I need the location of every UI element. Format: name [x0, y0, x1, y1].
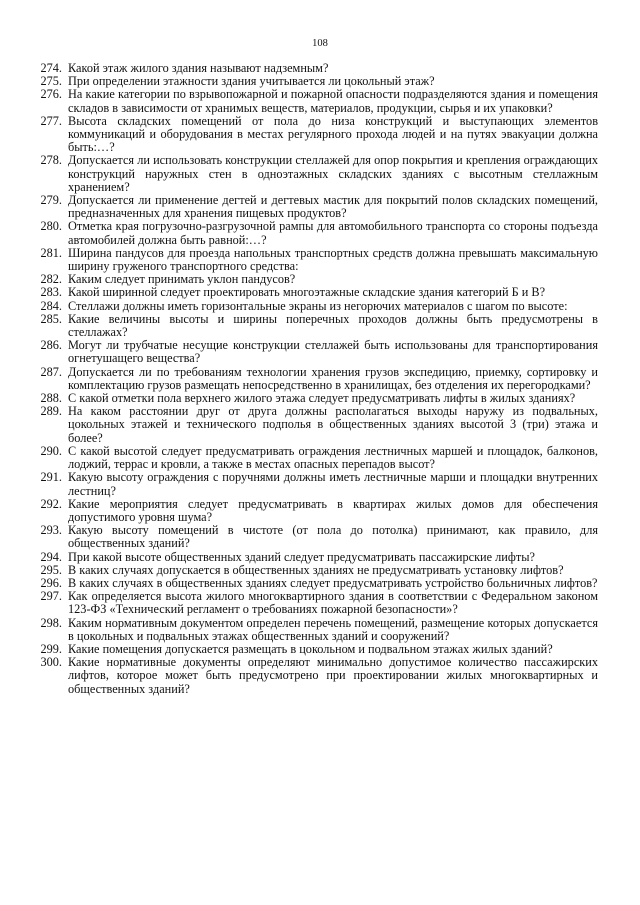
question-text: Допускается ли по требованиям технологии хранения грузов экспедицию, приемку, сортировку и комплектацию грузов размещать непосредственно в хранилищах, без отделения их перегородками?: [68, 364, 598, 392]
question-text: На каком расстоянии друг от друга должны располагаться выходы наружу из подвальных, цокольных этажей и технического подполья в общественных зданиях высотой 3 (три) этажа и более?: [68, 404, 598, 445]
question-item: [38, 286, 598, 299]
question-text: Высота складских помещений от пола до низа конструкций и выступающих элементов коммуникаций и оборудования в местах регулярного прохода людей и на путях эвакуации должна быть:…?: [68, 113, 598, 155]
question-text: Ширина пандусов для проезда напольных транспортных средств должна превышать максимальную ширину груженого транспортного средства:: [68, 245, 598, 274]
page-number: 108: [312, 38, 328, 49]
question-item: [38, 498, 598, 524]
question-text: Какую высоту помещений в чистоте (от пола до потолка) принимают, как правило, для общественных зданий?: [68, 523, 598, 551]
question-text: В каких случаях допускается в общественных зданиях не предусматривать установку лифтов?: [68, 562, 564, 577]
question-number: 287.: [40, 364, 62, 379]
question-item: [38, 524, 598, 550]
question-number: 275.: [40, 74, 62, 89]
question-number: 293.: [40, 523, 62, 538]
question-number: 291.: [40, 470, 62, 485]
question-item: [38, 366, 598, 392]
question-item: [38, 115, 598, 155]
question-item: [38, 445, 598, 471]
question-number: 279.: [40, 193, 62, 208]
question-text: Каким следует принимать уклон пандусов?: [68, 272, 296, 287]
question-text: Отметка края погрузочно-разгрузочной рампы для автомобильного транспорта со стороны подъезда автомобилей должна быть равной:…?: [68, 219, 598, 247]
question-text: С какой высотой следует предусматривать ограждения лестничных маршей и площадок, балконов, лоджий, террас и кровли, а также в местах опасных перепадов высот?: [68, 443, 598, 472]
question-number: 280.: [40, 219, 62, 234]
question-number: 286.: [40, 338, 62, 353]
question-number: 274.: [40, 61, 62, 75]
question-number: 292.: [40, 496, 62, 511]
question-text: Какие величины высоты и ширины поперечных проходов должны быть предусмотрены в стеллажах?: [68, 311, 598, 340]
question-number: 281.: [40, 245, 62, 260]
question-number: 282.: [40, 272, 62, 287]
question-text: Какие помещения допускается размещать в цокольном и подвальном этажах жилых зданий?: [68, 641, 553, 656]
question-text: Какие нормативные документы определяют минимально допустимое количество пассажирских лифтов, которое может быть предусмотрено при проектировании жилых многоквартирных и общественных зданий?: [68, 655, 598, 696]
question-item: [38, 154, 598, 194]
question-list: [38, 62, 598, 696]
question-item: [38, 220, 598, 246]
question-text: Стеллажи должны иметь горизонтальные экраны из негорючих материалов с шагом по высоте:: [68, 298, 568, 313]
question-item: [38, 405, 598, 445]
question-number: 288.: [40, 391, 62, 406]
question-item: [38, 247, 598, 273]
question-item: [38, 590, 598, 616]
question-text: Каким нормативным документом определен перечень помещений, размещение которых допускается в цокольных и подвальных этажах общественных зданий и сооружений?: [68, 615, 598, 643]
question-text: Допускается ли применение дегтей и дегтевых мастик для покрытий полов складских помещений, предназначенных для хранения пищевых продуктов?: [68, 193, 598, 221]
question-text: На какие категории по взрывопожарной и пожарной опасности подразделяются здания и помещения складов в зависимости от хранимых веществ, материалов, продукции, сырья и их упаковки?: [68, 87, 598, 115]
question-number: 295.: [40, 562, 62, 577]
question-text: Могут ли трубчатые несущие конструкции стеллажей быть использованы для транспортирования огнетушащего вещества?: [68, 338, 598, 366]
question-number: 276.: [40, 87, 62, 102]
question-number: 297.: [40, 589, 62, 604]
question-number: 283.: [40, 285, 62, 300]
question-item: [38, 564, 598, 577]
question-text: Как определяется высота жилого многоквартирного здания в соответствии с Федеральном законом 123-ФЗ «Технический регламент о требованиях пожарной безопасности»?: [68, 589, 598, 617]
question-text: С какой отметки пола верхнего жилого этажа следует предусматривать лифты в жилых зданиях?: [68, 391, 576, 406]
question-item: [38, 617, 598, 643]
question-number: 298.: [40, 615, 62, 630]
question-number: 300.: [40, 655, 62, 670]
question-number: 285.: [40, 311, 62, 326]
question-item: [38, 656, 598, 696]
question-text: Какой ширинной следует проектировать многоэтажные складские здания категорий Б и В?: [68, 285, 546, 300]
question-text: В каких случаях в общественных зданиях следует предусматривать устройство больничных лифтов?: [68, 575, 598, 590]
question-item: [38, 339, 598, 365]
question-number: 278.: [40, 153, 62, 168]
question-text: При определении этажности здания учитывается ли цокольный этаж?: [68, 74, 435, 89]
question-number: 289.: [40, 404, 62, 419]
question-number: 277.: [40, 113, 62, 128]
question-number: 294.: [40, 549, 62, 564]
question-text: Какой этаж жилого здания называют надземным?: [68, 61, 329, 75]
question-number: 290.: [40, 443, 62, 458]
question-text: При какой высоте общественных зданий следует предусматривать пассажирские лифты?: [68, 549, 535, 564]
question-item: [38, 471, 598, 497]
question-number: 299.: [40, 641, 62, 656]
question-item: [38, 300, 598, 313]
question-item: [38, 194, 598, 220]
question-item: [38, 313, 598, 339]
question-number: 284.: [40, 298, 62, 313]
question-item: [38, 551, 598, 564]
question-item: [38, 88, 598, 114]
question-text: Какую высоту ограждения с поручнями должны иметь лестничные марши и площадки внутренних лестниц?: [68, 470, 598, 498]
question-text: Допускается ли использовать конструкции стеллажей для опор покрытия и крепления ограждающих конструкций наружных стен в одноэтажных складских зданиях с высотным стеллажным хранением?: [68, 153, 598, 194]
question-number: 296.: [40, 575, 62, 590]
question-text: Какие мероприятия следует предусматривать в квартирах жилых домов для обеспечения допустимого уровня шума?: [68, 496, 598, 524]
